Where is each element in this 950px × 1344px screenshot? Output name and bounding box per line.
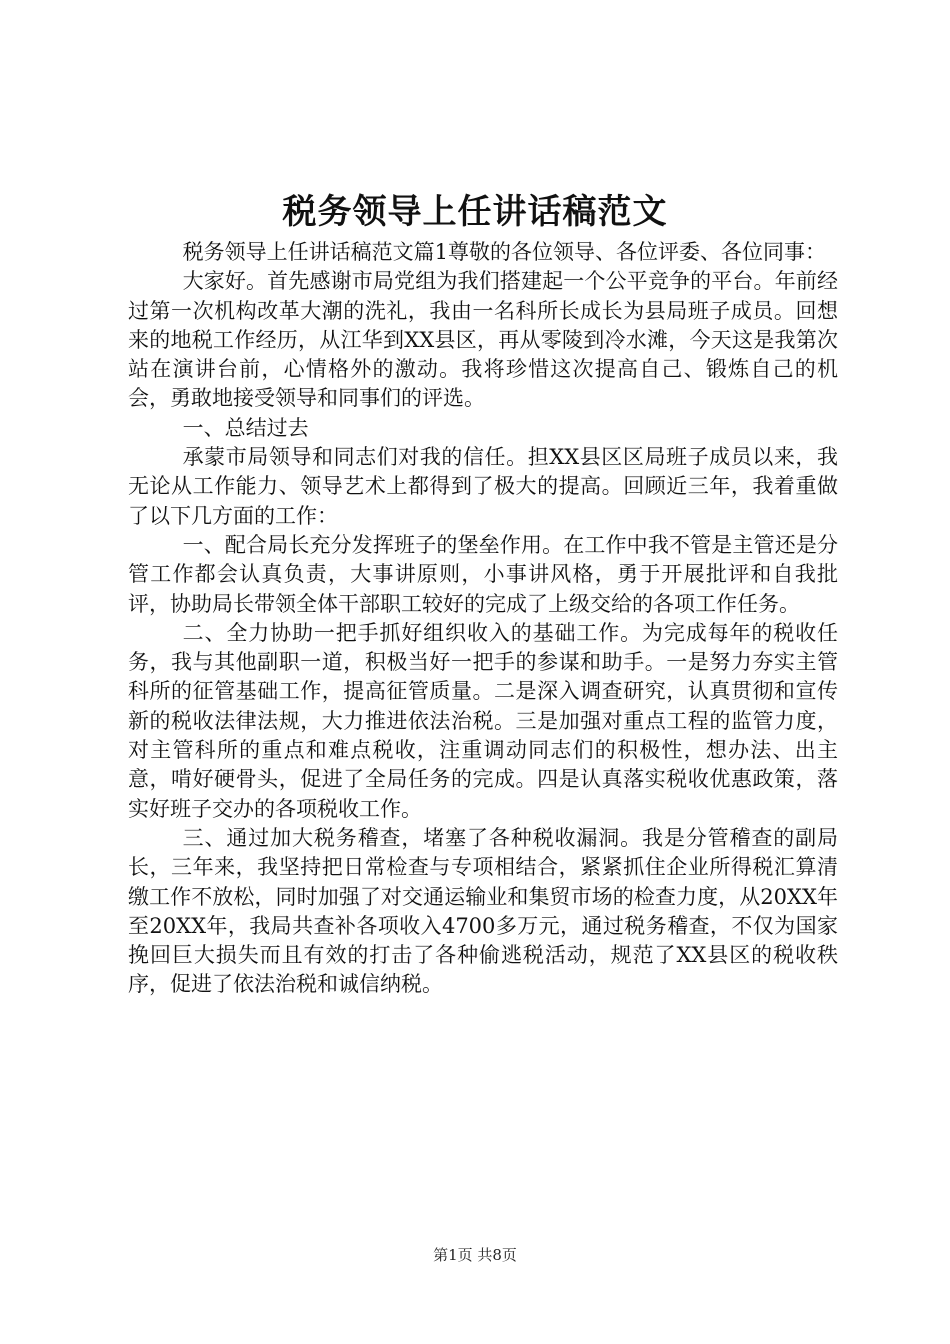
paragraph-item-two: 二、全力协助一把手抓好组织收入的基础工作。为完成每年的税收任务，我与其他副职一道，积极当好一把手的参谋和助手。一是努力夯实主管科所的征管基础工作，提高征管质量。二是深入调查研究，认真贯彻和宣传新的税收法律法规，大力推进依法治税。三是加强对重点工程的监管力度，对主管科所的重点和难点税收，注重调动同志们的积极性，想办法、出主意，啃好硬骨头，促进了全局任务的完成。四是认真落实税收优惠政策，落实好班子交办的各项税收工作。 [128,620,838,821]
paragraph-item-one: 一、配合局长充分发挥班子的堡垒作用。在工作中我不管是主管还是分管工作都会认真负责，大事讲原则，小事讲风格，勇于开展批评和自我批评，协助局长带领全体干部职工较好的完成了上级交给的各项工作任务。 [128,532,838,616]
page-footer: 第1页 共8页 [433,1246,517,1264]
paragraph-greeting: 税务领导上任讲话稿范文篇1尊敬的各位领导、各位评委、各位同事： [182,240,826,264]
paragraph-summary-intro: 承蒙市局领导和同志们对我的信任。担XX县区区局班子成员以来，我无论从工作能力、领导艺术上都得到了极大的提高。回顾近三年，我着重做了以下几方面的工作： [128,445,838,528]
document-title: 税务领导上任讲话稿范文 [282,192,668,232]
document-body [128,238,838,1000]
section-heading-summary: 一、总结过去 [182,415,309,440]
paragraph-opening: 大家好。首先感谢市局党组为我们搭建起一个公平竞争的平台。年前经过第一次机构改革大潮的洗礼，我由一名科所长成长为县局班子成员。回想来的地税工作经历，从江华到XX县区，再从零陵到冷水滩，今天这是我第次站在演讲台前，心情格外的激动。我将珍惜这次提高自己、锻炼自己的机会，勇敢地接受领导和同事们的评选。 [128,269,838,411]
paragraph-item-three: 三、通过加大税务稽查，堵塞了各种税收漏洞。我是分管稽查的副局长，三年来，我坚持把日常检查与专项相结合，紧紧抓住企业所得税汇算清缴工作不放松，同时加强了对交通运输业和集贸市场的检查力度，从20XX年至20XX年，我局共查补各项收入4700多万元，通过税务稽查，不仅为国家挽回巨大损失而且有效的打击了各种偷逃税活动，规范了XX县区的税收秩序，促进了依法治税和诚信纳税。 [128,825,838,997]
